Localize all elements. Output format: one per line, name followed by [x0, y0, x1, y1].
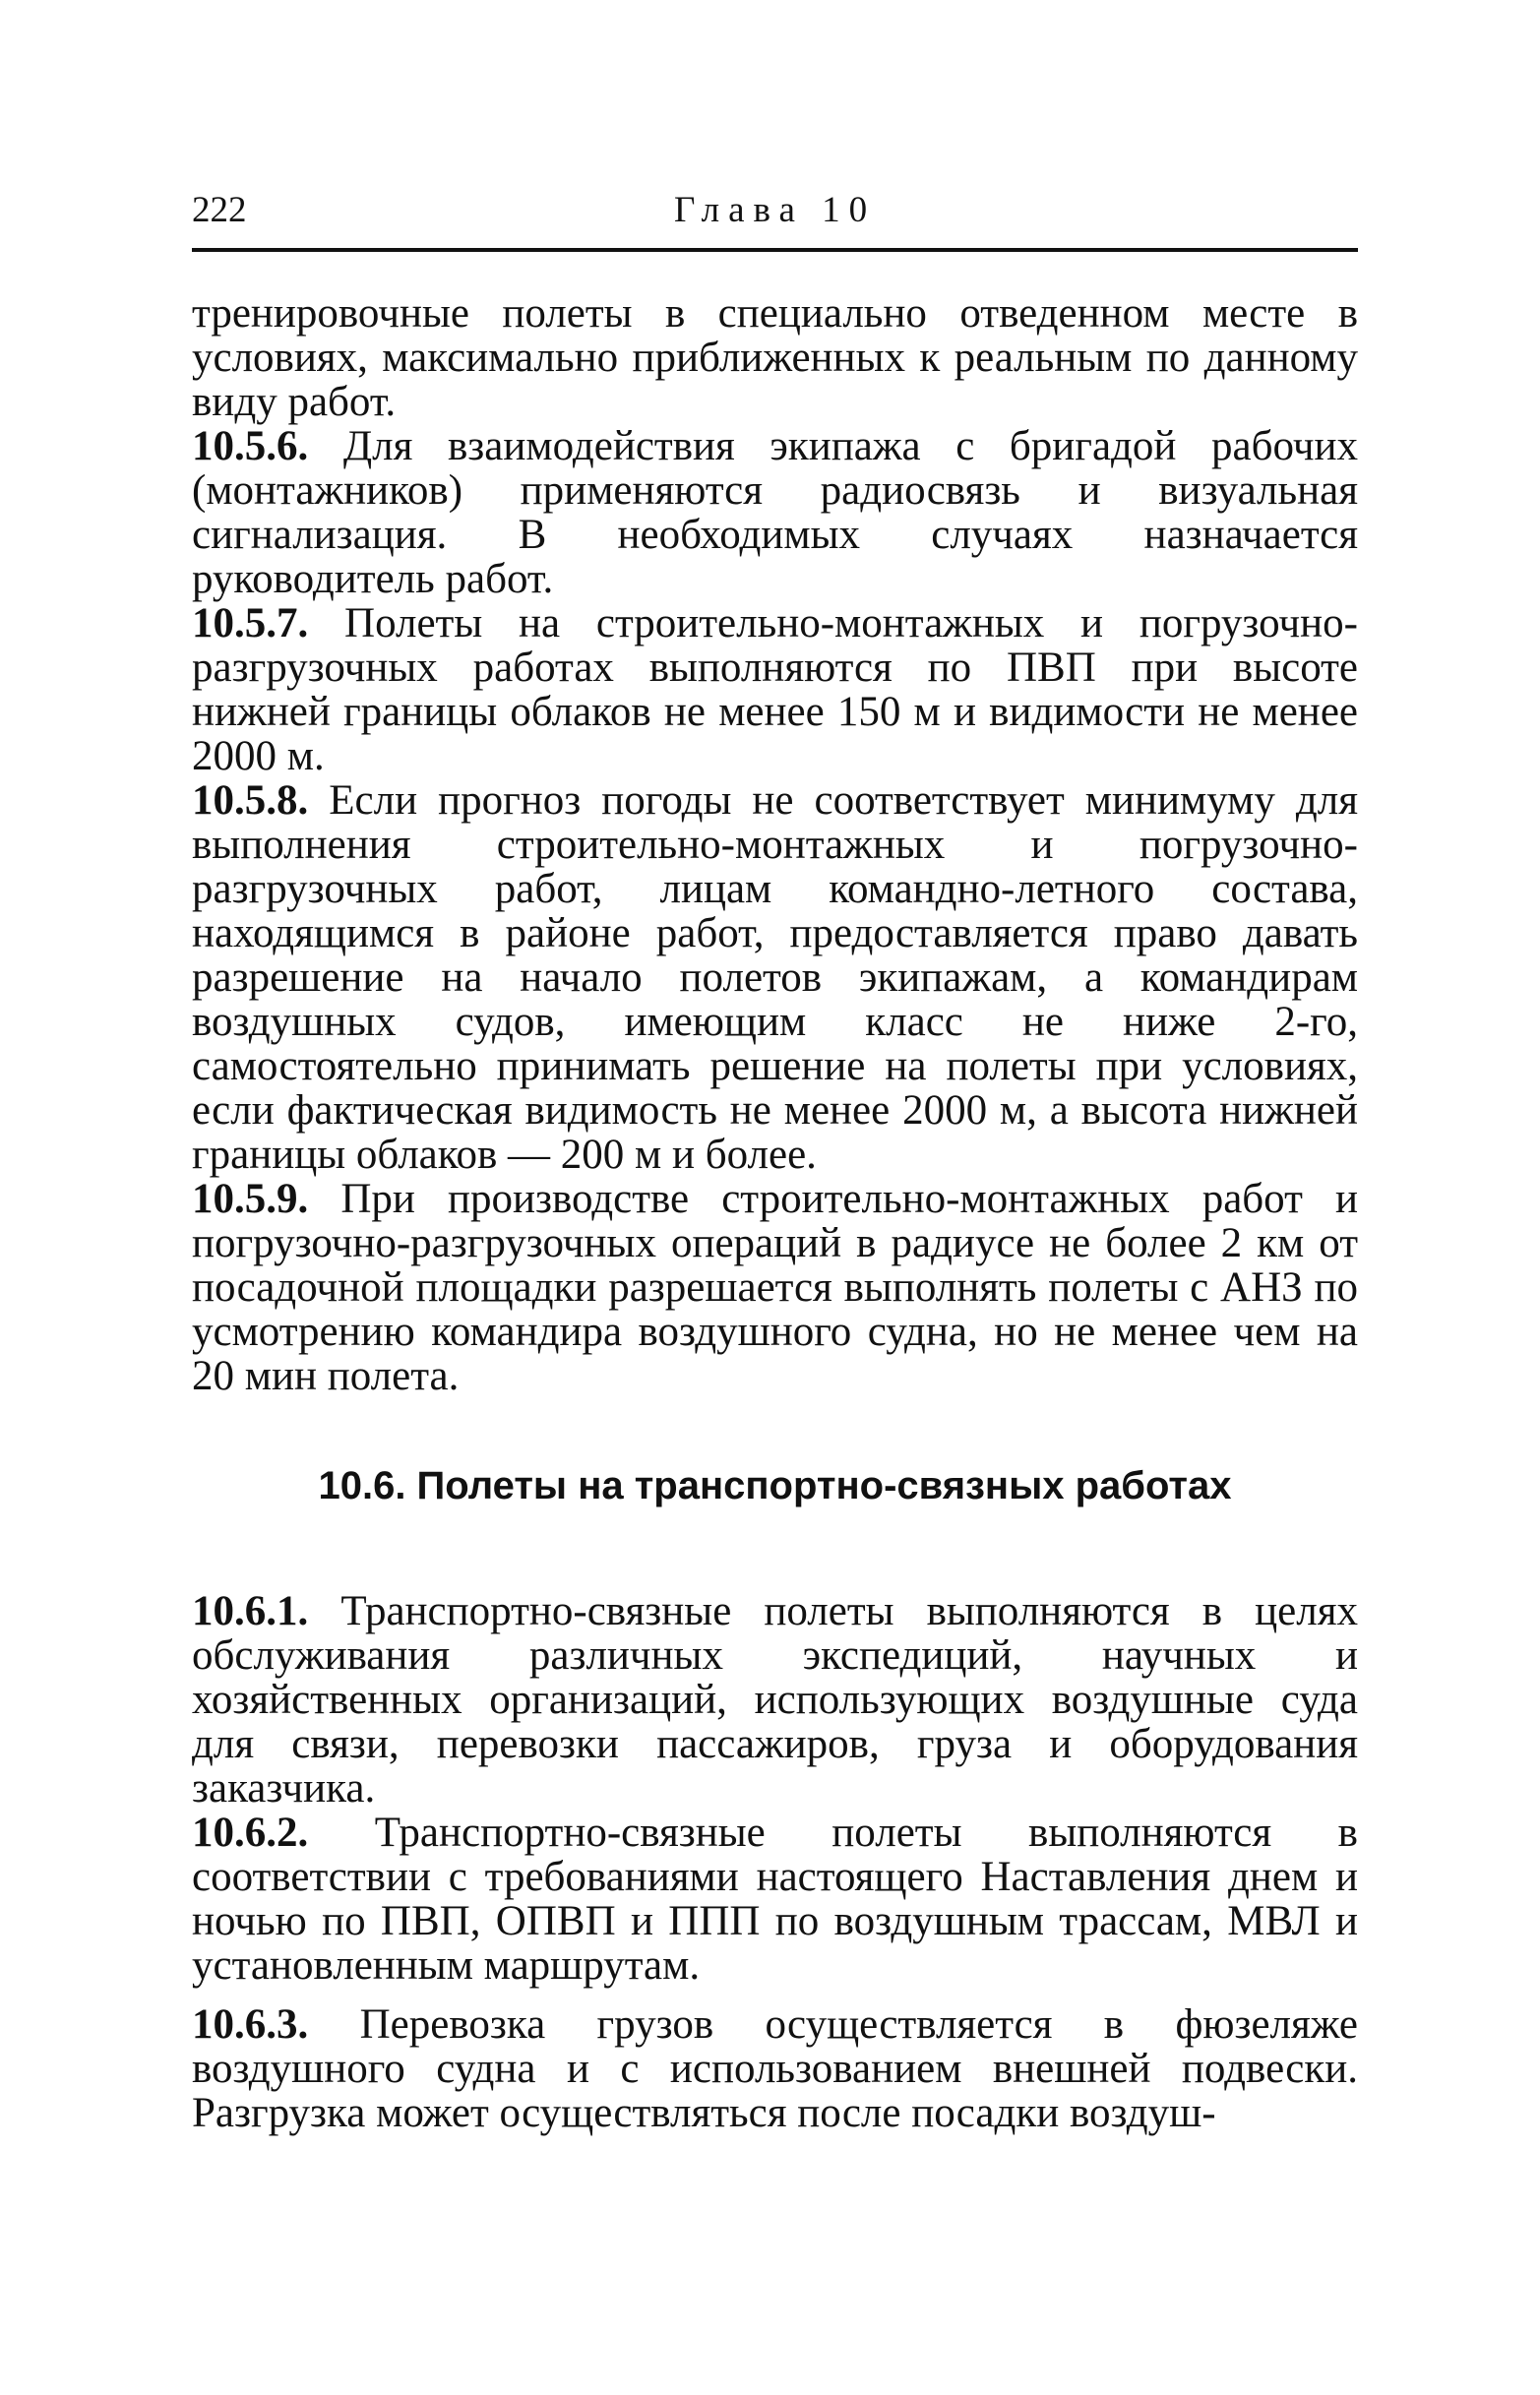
paragraph-10-5-6 [192, 424, 1358, 601]
header-divider [192, 248, 1358, 252]
paragraph-text: Для взаимодействия экипажа с бригадой рабочих (монтажников) применяются радиосвязь и визуальная сигнализация. В необходимых случаях назначается руководитель работ. [192, 423, 1358, 602]
paragraph-text: Транспортно-связные полеты выполняются в целях обслуживания различных экспедиций, научных и хозяйственных организаций, использующих воздушные суда для связи, перевозки пассажиров, груза и оборудования заказчика. [192, 1588, 1358, 1812]
paragraph-text: Если прогноз погоды не соответствует минимуму для выполнения строительно-монтажных и погрузочно-разгрузочных работ, лицам командно-летного состава, находящимся в районе работ, предоставляется право давать разрешение на начало полетов экипажам, а командирам воздушных судов, имеющим класс не ниже 2-го, самостоятельно принимать решение на полеты при условиях, если фактическая видимость не менее 2000 м, а высота нижней границы облаков — 200 м и более. [192, 777, 1358, 1178]
paragraph-number: 10.5.8. [192, 777, 309, 824]
section-10-6-body [192, 1589, 1358, 2135]
page-number: 222 [192, 190, 247, 230]
paragraph-text: Перевозка грузов осуществляется в фюзеляже воздушного судна и с использованием внешней подвески. Разгрузка может осуществляться после посадки воздуш- [192, 2001, 1358, 2136]
paragraph-text: При производстве строительно-монтажных работ и погрузочно-разгрузочных операций в радиусе не более 2 км от посадочной площадки разрешается выполнять полеты с АНЗ по усмотрению командира воздушного судна, но не менее чем на 20 мин полета. [192, 1176, 1358, 1399]
paragraph-number: 10.6.3. [192, 2001, 309, 2048]
paragraph-number: 10.6.1. [192, 1588, 309, 1634]
section-10-5-body [192, 291, 1358, 1398]
paragraph-10-5-8 [192, 778, 1358, 1177]
paragraph-10-6-2 [192, 1811, 1358, 1988]
section-heading-10-6: 10.6. Полеты на транспортно-связных работах [318, 1464, 1232, 1507]
paragraph-number: 10.6.2. [192, 1810, 309, 1856]
paragraph-text: Полеты на строительно-монтажных и погрузочно-разгрузочных работах выполняются по ПВП при высоте нижней границы облаков не менее 150 м и видимости не менее 2000 м. [192, 600, 1358, 779]
chapter-title: Глава 10 [674, 190, 877, 230]
paragraph-gap [192, 1988, 1358, 2002]
paragraph-text: Транспортно-связные полеты выполняются в соответствии с требованиями настоящего Наставления днем и ночью по ПВП, ОПВП и ППП по воздушным трассам, МВЛ и установленным маршрутам. [192, 1810, 1358, 1989]
paragraph-number: 10.5.9. [192, 1176, 309, 1222]
page-header [192, 189, 1358, 248]
paragraph-number: 10.5.6. [192, 423, 309, 469]
paragraph-10-5-7 [192, 601, 1358, 778]
paragraph-10-6-1 [192, 1589, 1358, 1811]
paragraph-text: тренировочные полеты в специально отведенном месте в условиях, максимально приближенных к реальным по данному виду работ. [192, 290, 1358, 425]
paragraph-continuation [192, 291, 1358, 424]
paragraph-10-5-9 [192, 1177, 1358, 1398]
paragraph-10-6-3 [192, 2002, 1358, 2135]
paragraph-number: 10.5.7. [192, 600, 309, 646]
